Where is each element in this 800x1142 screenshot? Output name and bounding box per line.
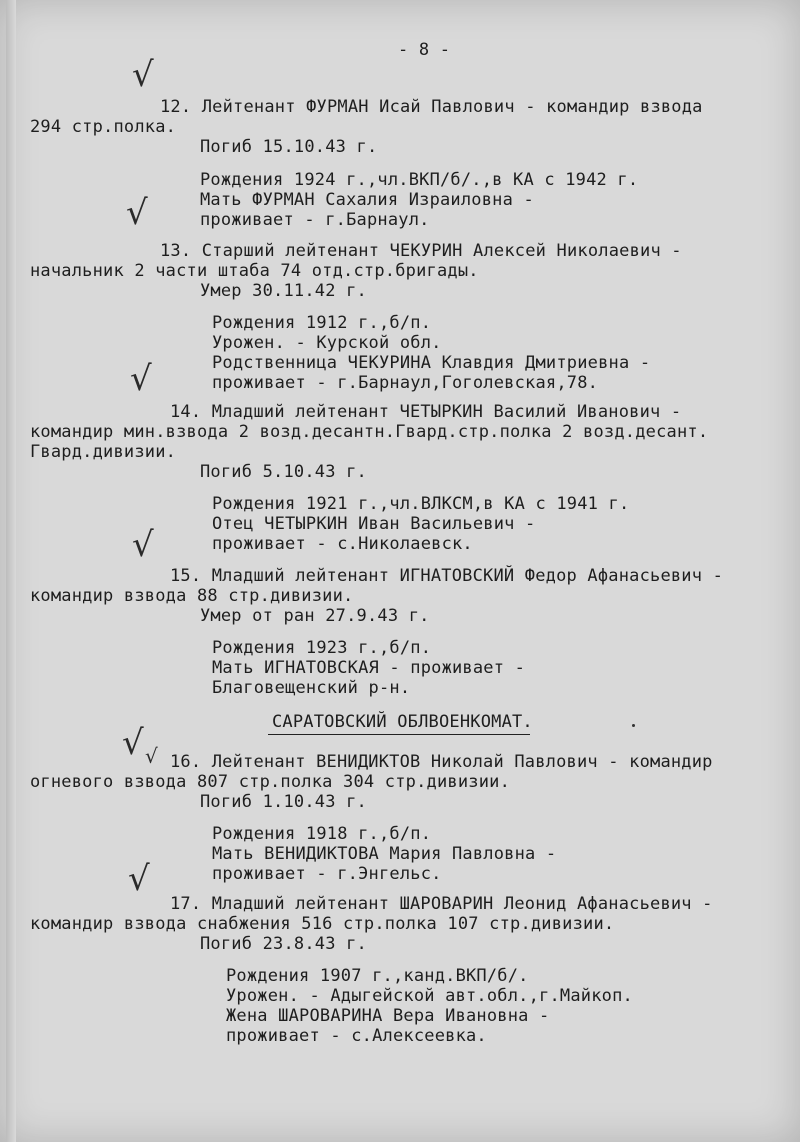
entry-relative: Мать ФУРМАН Сахалия Израиловна -	[200, 190, 534, 210]
check-mark-icon: √	[132, 525, 154, 565]
entry-relative: Мать ИГНАТОВСКАЯ - проживает -	[212, 658, 526, 678]
check-mark-icon: √	[132, 55, 154, 95]
entry-death: Умер от ран 27.9.43 г.	[200, 606, 430, 626]
entry-header: 12. Лейтенант ФУРМАН Исай Павлович - командир взвода	[160, 97, 703, 117]
entry-header: 16. Лейтенант ВЕНИДИКТОВ Николай Павлович - командир	[170, 752, 713, 772]
entry-header: 17. Младший лейтенант ШАРОВАРИН Леонид Афанасьевич -	[170, 894, 713, 914]
entry-death: Погиб 15.10.43 г.	[200, 137, 378, 157]
entry-relative: Жена ШАРОВАРИНА Вера Ивановна -	[226, 1006, 550, 1026]
entry-header: 14. Младший лейтенант ЧЕТЫРКИН Василий Иванович -	[170, 402, 682, 422]
entry-unit: командир взвода 88 стр.дивизии.	[30, 586, 354, 606]
section-heading-underline	[268, 734, 530, 735]
entry-birth: Рождения 1924 г.,чл.ВКП/б/.,в КА с 1942 г.	[200, 170, 639, 190]
entry-unit: огневого взвода 807 стр.полка 304 стр.дивизии.	[30, 772, 511, 792]
entry-unit-cont: Гвард.дивизии.	[30, 442, 177, 462]
entry-relative: Мать ВЕНИДИКТОВА Мария Павловна -	[212, 844, 557, 864]
entry-residence: проживает - г.Барнаул,Гоголевская,78.	[212, 373, 599, 393]
ink-dot	[632, 724, 635, 727]
entry-relative: Родственница ЧЕКУРИНА Клавдия Дмитриевна -	[212, 353, 651, 373]
check-mark-icon: √	[145, 744, 158, 768]
page-edge-shadow	[6, 0, 16, 1142]
entry-header: 15. Младший лейтенант ИГНАТОВСКИЙ Федор Афанасьевич -	[170, 566, 724, 586]
entry-origin: Урожен. - Курской обл.	[212, 333, 442, 353]
check-mark-icon: √	[130, 359, 152, 399]
entry-residence: проживает - с.Николаевск.	[212, 534, 473, 554]
page-number: - 8 -	[398, 40, 451, 60]
entry-unit: 294 стр.полка.	[30, 117, 177, 137]
entry-death: Погиб 23.8.43 г.	[200, 934, 367, 954]
entry-residence: Благовещенский р-н.	[212, 678, 411, 698]
entry-birth: Рождения 1912 г.,б/п.	[212, 313, 432, 333]
entry-residence: проживает - г.Барнаул.	[200, 210, 430, 230]
entry-relative: Отец ЧЕТЫРКИН Иван Васильевич -	[212, 514, 536, 534]
entry-death: Погиб 1.10.43 г.	[200, 792, 367, 812]
entry-residence: проживает - г.Энгельс.	[212, 864, 442, 884]
entry-birth: Рождения 1921 г.,чл.ВЛКСМ,в КА с 1941 г.	[212, 494, 630, 514]
entry-birth: Рождения 1907 г.,канд.ВКП/б/.	[226, 966, 529, 986]
section-heading: САРАТОВСКИЙ ОБЛВОЕНКОМАТ.	[272, 712, 533, 732]
check-mark-icon: √	[122, 723, 144, 763]
entry-unit: начальник 2 части штаба 74 отд.стр.бригады.	[30, 261, 479, 281]
entry-origin: Урожен. - Адыгейской авт.обл.,г.Майкоп.	[226, 986, 633, 1006]
entry-unit: командир взвода снабжения 516 стр.полка 107 стр.дивизии.	[30, 914, 615, 934]
entry-residence: проживает - с.Алексеевка.	[226, 1026, 487, 1046]
check-mark-icon: √	[126, 193, 148, 233]
entry-birth: Рождения 1923 г.,б/п.	[212, 638, 432, 658]
entry-death: Погиб 5.10.43 г.	[200, 462, 367, 482]
entry-header: 13. Старший лейтенант ЧЕКУРИН Алексей Николаевич -	[160, 241, 682, 261]
entry-unit: командир мин.взвода 2 возд.десантн.Гвард.стр.полка 2 возд.десант.	[30, 422, 709, 442]
check-mark-icon: √	[128, 859, 150, 899]
entry-death: Умер 30.11.42 г.	[200, 281, 367, 301]
entry-birth: Рождения 1918 г.,б/п.	[212, 824, 432, 844]
